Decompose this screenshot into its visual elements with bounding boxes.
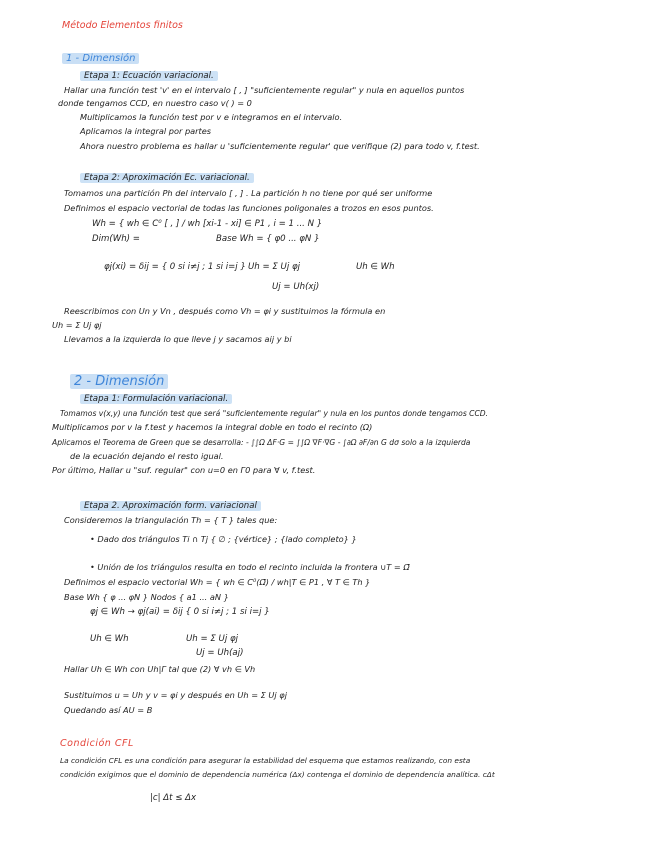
text-line: Tomamos una partición Ph del intervalo [ , ] . La partición h no tiene por qué ser uniforme: [64, 188, 433, 198]
text-line: Aplicamos la integral por partes: [80, 126, 212, 136]
math-line: Uj = Uh(aj): [196, 648, 244, 658]
math-line: Uh ∈ Wh: [356, 262, 395, 272]
text-line: Llevamos a la izquierda lo que lleve j y sacamos aij y bi: [64, 334, 292, 344]
text-line: Multiplicamos la función test por v e integramos en el intervalo.: [80, 112, 343, 122]
math-line: φj(xi) = δij = { 0 si i≠j ; 1 si i=j }: [104, 262, 246, 272]
text-line: donde tengamos CCD, en nuestro caso v( ) = 0: [58, 98, 252, 108]
text-line: • Dado dos triángulos Ti ∩ Tj { ∅ ; {vértice} ; {lado completo} }: [90, 534, 357, 544]
math-line: Uh ∈ Wh: [90, 634, 129, 644]
text-line: Definimos el espacio vectorial Wh = { wh ∈ C⁰(Ω̄) / wh|T ∈ P1 , ∀ T ∈ Th }: [64, 577, 371, 587]
text-line: Hallar una función test 'v' en el intervalo [ , ] "suficientemente regular" y nula en aquellos puntos: [64, 85, 465, 95]
math-line: Uj = Uh(xj): [272, 282, 320, 292]
step-heading-2d-2: Etapa 2. Aproximación form. variacional: [80, 500, 261, 512]
math-line: Wh = { wh ∈ C⁰ [ , ] / wh [xi-1 - xi] ∈ P1 , i = 1 ... N }: [92, 219, 323, 229]
text-line: • Unión de los triángulos resulta en todo el recinto incluida la frontera ∪T = Ω̄: [90, 562, 410, 572]
text-line: Uh = Σ Uj φj: [52, 320, 102, 330]
text-line: Reescribimos con Un y Vn , después como Vh = φi y sustituimos la fórmula en: [64, 306, 386, 316]
section-heading-1d: 1 - Dimensión: [62, 53, 139, 64]
math-line: Uh = Σ Uj φj: [186, 634, 239, 644]
text-line: Multiplicamos por v la f.test y hacemos la integral doble en todo el recinto (Ω): [52, 422, 373, 432]
math-line: Dim(Wh) =: [92, 234, 140, 244]
math-line: φj ∈ Wh → φj(ai) = δij { 0 si i≠j ; 1 si i=j }: [90, 607, 270, 617]
text-line: Tomamos v(x,y) una función test que será "suficientemente regular" y nula en los puntos donde tengamos CCD.: [60, 409, 489, 418]
math-line: |c| Δt ≤ Δx: [150, 793, 197, 803]
section-heading-2d: 2 - Dimensión: [70, 376, 168, 387]
section-heading-cfl: Condición CFL: [60, 738, 134, 749]
text-line: Sustituimos u = Uh y v = φi y después en Uh = Σ Uj φj: [64, 690, 287, 700]
text-line: de la ecuación dejando el resto igual.: [70, 451, 224, 461]
step-heading-2d-1: Etapa 1: Formulación variacional.: [80, 393, 232, 405]
text-line: condición exigimos que el dominio de dependencia numérica (Δx) contenga el dominio de dependencia analítica. cΔt: [60, 770, 495, 779]
page-title: Método Elementos finitos: [62, 20, 183, 31]
text-line: Por último, Hallar u "suf. regular" con u=0 en Γ0 para ∀ v, f.test.: [52, 465, 316, 475]
math-line: Uh = Σ Uj φj: [248, 262, 301, 272]
text-line: Aplicamos el Teorema de Green que se desarrolla: - ∫∫Ω ΔF·G = ∫∫Ω ∇F·∇G - ∫∂Ω ∂F/∂n G dσ solo a la izquierda: [52, 438, 471, 447]
text-line: Consideremos la triangulación Th = { T } tales que:: [64, 515, 278, 525]
step-heading-1d-1: Etapa 1: Ecuación variacional.: [80, 70, 218, 82]
math-line: Base Wh = { φ0 ... φN }: [216, 234, 320, 244]
text-line: Quedando así AU = B: [64, 705, 153, 715]
text-line: Base Wh { φ ... φN } Nodos { a1 ... aN }: [64, 592, 229, 602]
step-heading-1d-2: Etapa 2: Aproximación Ec. variacional.: [80, 172, 254, 184]
text-line: Definimos el espacio vectorial de todas las funciones poligonales a trozos en esos puntos.: [64, 203, 434, 213]
text-line: La condición CFL es una condición para asegurar la estabilidad del esquema que estamos realizando, con esta: [60, 756, 471, 765]
text-line: Hallar Uh ∈ Wh con Uh|Γ tal que (2) ∀ vh ∈ Vh: [64, 664, 256, 674]
text-line: Ahora nuestro problema es hallar u 'suficientemente regular' que verifique (2) para todo v, f.test.: [80, 141, 480, 151]
